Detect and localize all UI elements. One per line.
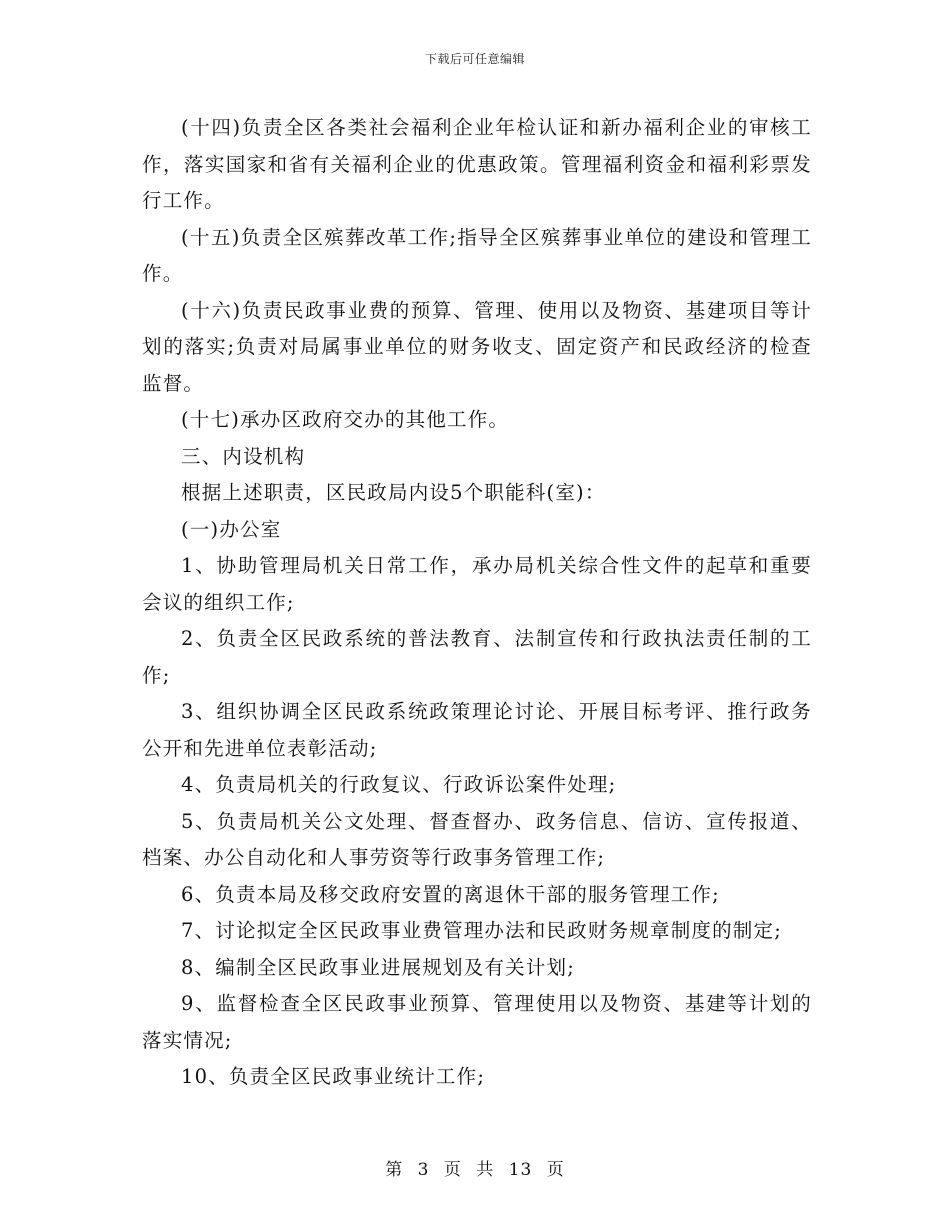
list-item-6: 6、负责本局及移交政府安置的离退休干部的服务管理工作; xyxy=(181,882,720,906)
list-item-1: 1、协助管理局机关日常工作，承办局机关综合性文件的起草和重要会议的组织工作; xyxy=(142,554,812,614)
list-item-2: 2、负责全区民政系统的普法教育、法制宣传和行政执法责任制的工作; xyxy=(142,627,812,687)
list-item-8: 8、编制全区民政事业进展规划及有关计划; xyxy=(181,955,575,979)
paragraph-17: (十七)承办区政府交办的其他工作。 xyxy=(181,408,510,431)
list-item-4: 4、负责局机关的行政复议、行政诉讼案件处理; xyxy=(181,773,617,796)
list-item-5: 5、负责局机关公文处理、督查督办、政务信息、信访、宣传报道、档案、办公自动化和人事劳资等行政事务管理工作; xyxy=(142,809,812,869)
section-intro: 根据上述职责，区民政局内设5个职能科(室)： xyxy=(181,481,606,504)
page-header: 下载后可任意编辑 xyxy=(424,52,525,66)
document-body xyxy=(142,110,812,1096)
page-number-footer: 第 3 页 共 13 页 xyxy=(385,1160,565,1180)
subsection-heading-office: (一)办公室 xyxy=(181,517,282,541)
list-item-3: 3、组织协调全区民政系统政策理论讨论、开展目标考评、推行政务公开和先进单位表彰活动; xyxy=(142,700,812,760)
paragraph-15: (十五)负责全区殡葬改革工作;指导全区殡葬事业单位的建设和管理工作。 xyxy=(142,225,812,285)
list-item-7: 7、讨论拟定全区民政事业费管理办法和民政财务规章制度的制定; xyxy=(181,919,782,942)
paragraph-14: (十四)负责全区各类社会福利企业年检认证和新办福利企业的审核工作，落实国家和省有关福利企业的优惠政策。管理福利资金和福利彩票发行工作。 xyxy=(142,116,812,212)
paragraph-16: (十六)负责民政事业费的预算、管理、使用以及物资、基建项目等计划的落实;负责对局属事业单位的财务收支、固定资产和民政经济的检查监督。 xyxy=(142,298,812,395)
list-item-9: 9、监督检查全区民政事业预算、管理使用以及物资、基建等计划的落实情况; xyxy=(142,992,812,1052)
list-item-10: 10、负责全区民政事业统计工作; xyxy=(181,1065,486,1088)
section-heading-internal-structure: 三、内设机构 xyxy=(181,444,306,468)
